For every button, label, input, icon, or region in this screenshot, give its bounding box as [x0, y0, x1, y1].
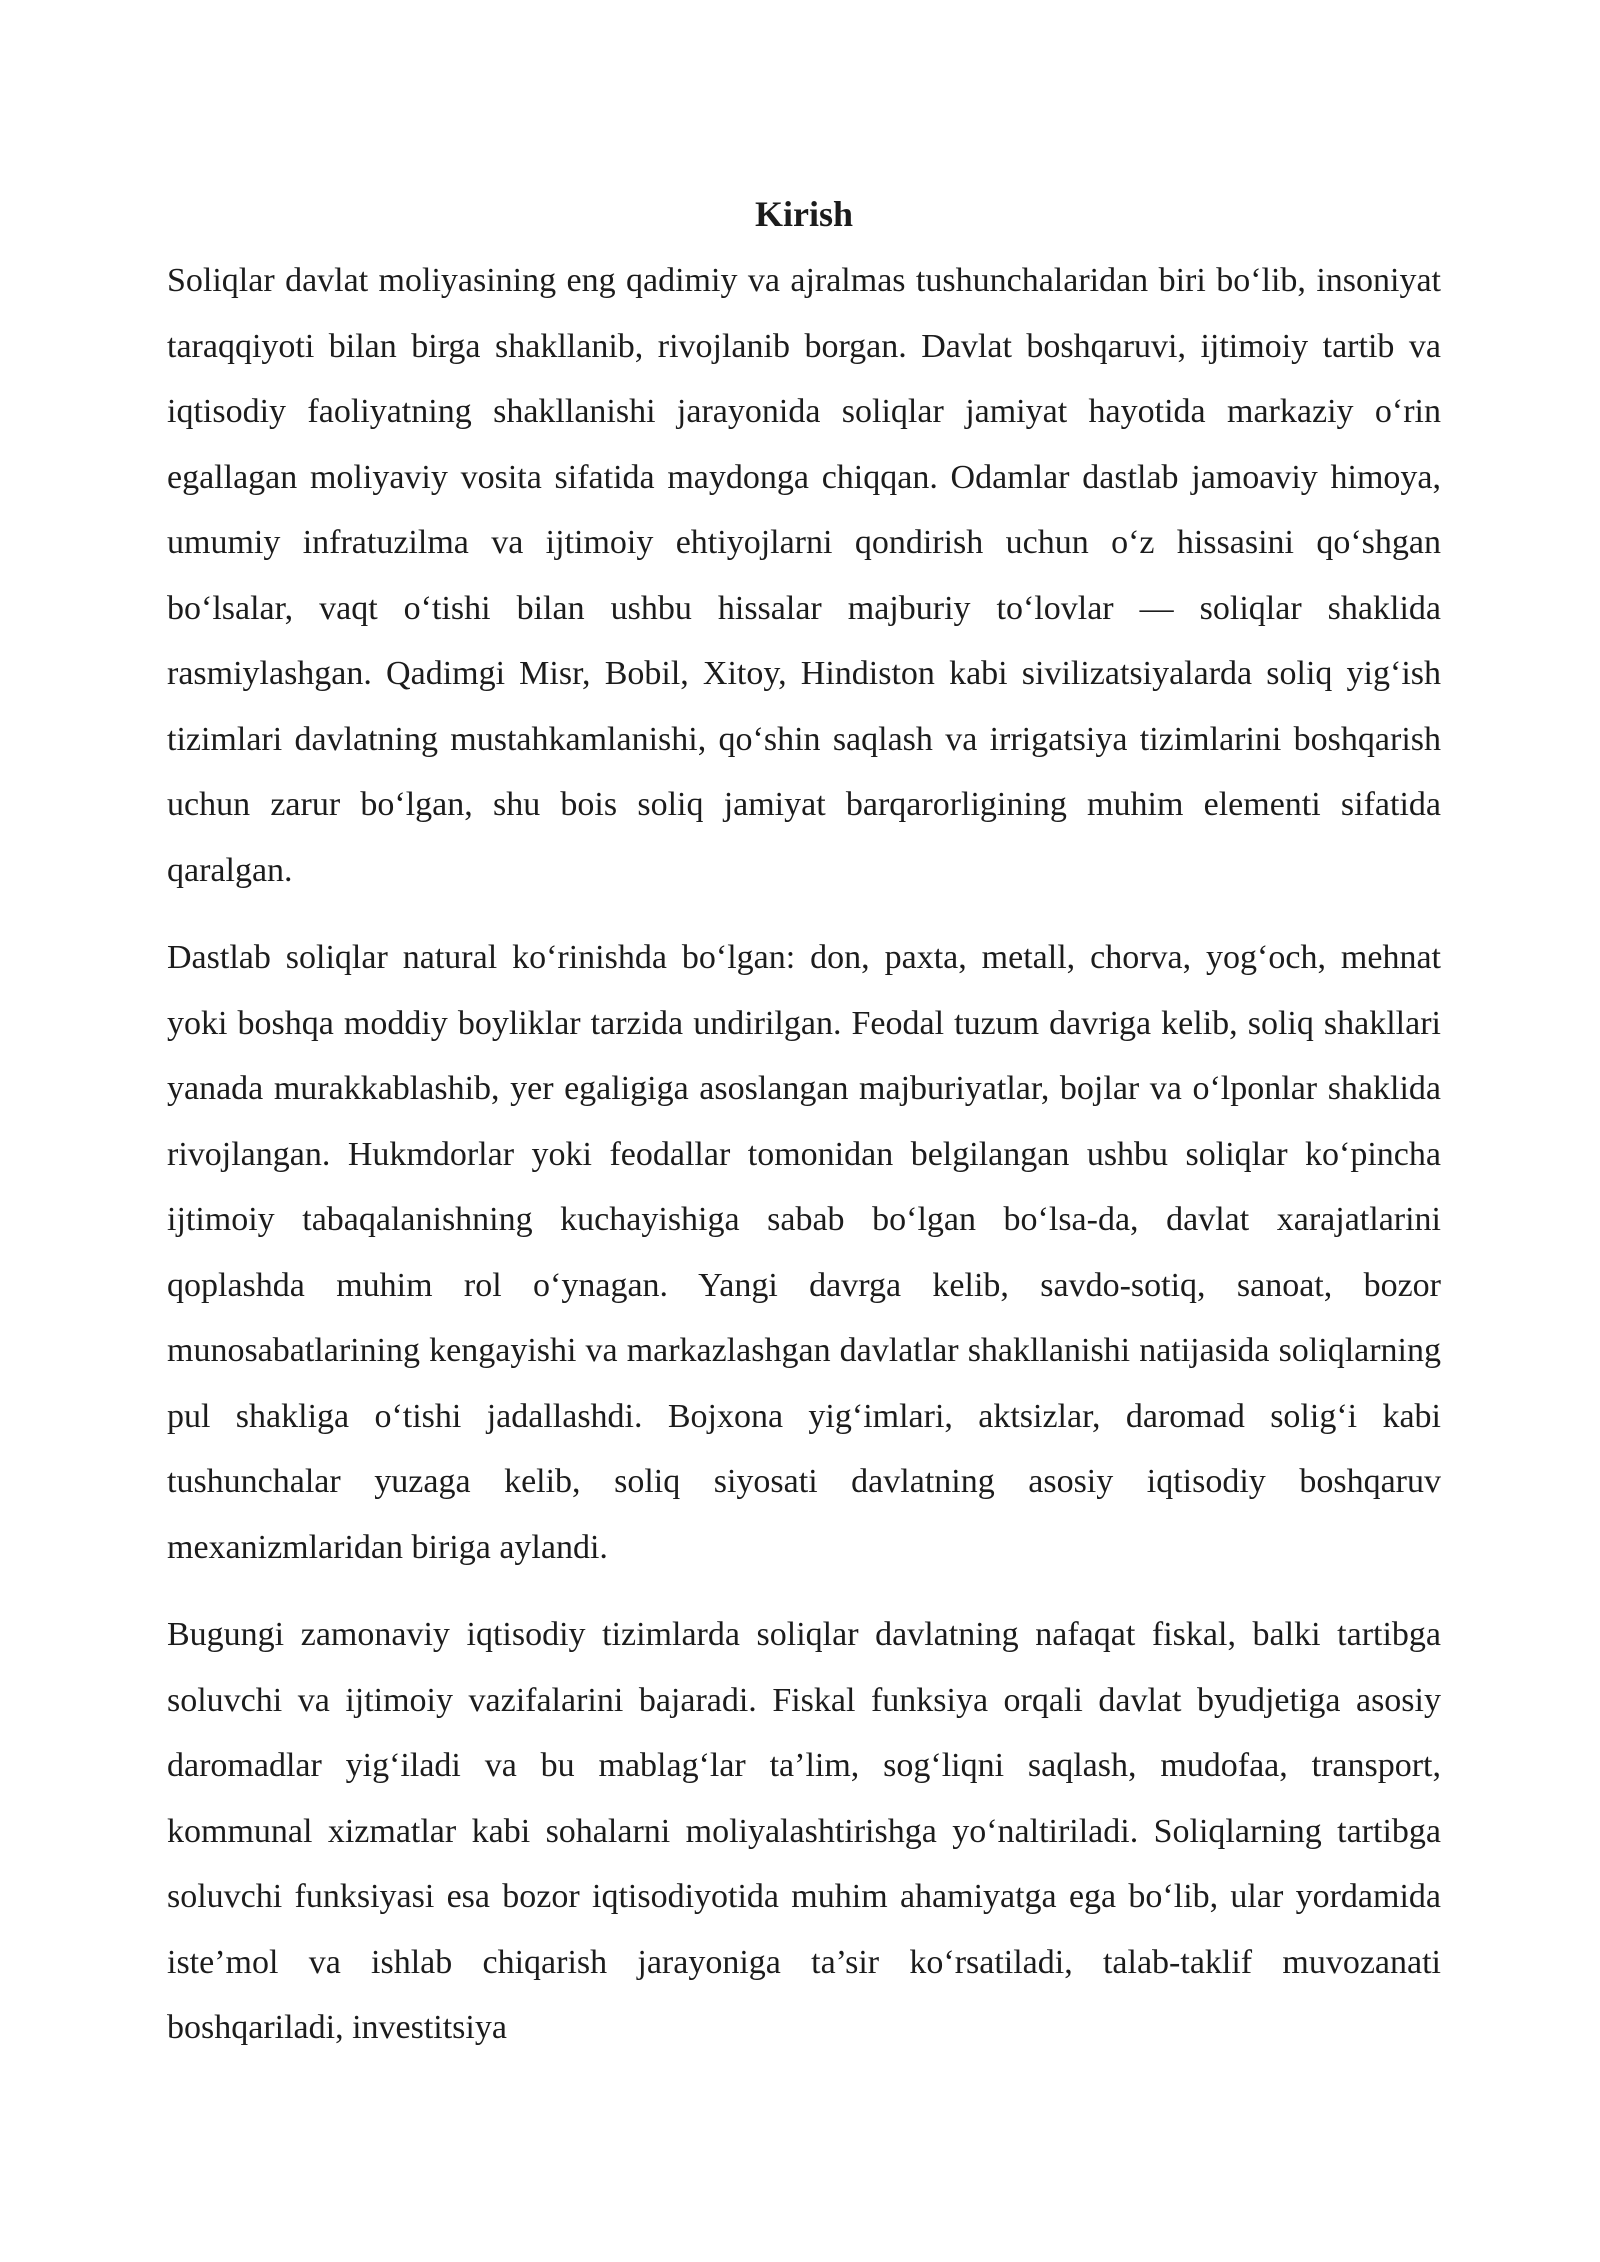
paragraph-2: Dastlab soliqlar natural ko‘rinishda bo‘lgan: don, paxta, metall, chorva, yog‘och, mehnat yoki boshqa moddiy boyliklar tarzida undirilgan. Feodal tuzum davriga kelib, soliq shakllari yanada murakkablashib, yer egaligiga asoslangan majburiyatlar, bojlar va o‘lponlar shaklida rivojlangan. Hukmdorlar yoki feodallar tomonidan belgilangan ushbu soliqlar ko‘pincha ijtimoiy tabaqalanishning kuchayishiga sabab bo‘lgan bo‘lsa-da, davlat xarajatlarini qoplashda muhim rol o‘ynagan. Yangi davrga kelib, savdo-sotiq, sanoat, bozor munosabatlarining kengayishi va markazlashgan davlatlar shakllanishi natijasida soliqlarning pul shakliga o‘tishi jadallashdi. Bojxona yig‘imlari, aktsizlar, daromad solig‘i kabi tushunchalar yuzaga kelib, soliq siyosati davlatning asosiy iqtisodiy boshqaruv mexanizmlaridan biriga aylandi. [167, 939, 1441, 1566]
paragraph-3: Bugungi zamonaviy iqtisodiy tizimlarda soliqlar davlatning nafaqat fiskal, balki tartibga soluvchi va ijtimoiy vazifalarini bajaradi. Fiskal funksiya orqali davlat byudjetiga asosiy daromadlar yig‘iladi va bu mablag‘lar ta’lim, sog‘liqni saqlash, mudofaa, transport, kommunal xizmatlar kabi sohalarni moliyalashtirishga yo‘naltiriladi. Soliqlarning tartibga soluvchi funksiyasi esa bozor iqtisodiyotida muhim ahamiyatga ega bo‘lib, ular yordamida iste’mol va ishlab chiqarish jarayoniga ta’sir ko‘rsatiladi, talab-taklif muvozanati boshqariladi, investitsiya [167, 1616, 1441, 2046]
paragraph-1: Soliqlar davlat moliyasining eng qadimiy va ajralmas tushunchalaridan biri bo‘lib, insoniyat taraqqiyoti bilan birga shakllanib, rivojlanib borgan. Davlat boshqaruvi, ijtimoiy tartib va iqtisodiy faoliyatning shakllanishi jarayonida soliqlar jamiyat hayotida markaziy o‘rin egallagan moliyaviy vosita sifatida maydonga chiqqan. Odamlar dastlab jamoaviy himoya, umumiy infratuzilma va ijtimoiy ehtiyojlarni qondirish uchun o‘z hissasini qo‘shgan bo‘lsalar, vaqt o‘tishi bilan ushbu hissalar majburiy to‘lovlar — soliqlar shaklida rasmiylashgan. Qadimgi Misr, Bobil, Xitoy, Hindiston kabi sivilizatsiyalarda soliq yig‘ish tizimlari davlatning mustahkamlanishi, qo‘shin saqlash va irrigatsiya tizimlarini boshqarish uchun zarur bo‘lgan, shu bois soliq jamiyat barqarorligining muhim elementi sifatida qaralgan. [167, 262, 1441, 889]
page-title: Kirish [754, 194, 853, 234]
document-body [167, 186, 1441, 2083]
